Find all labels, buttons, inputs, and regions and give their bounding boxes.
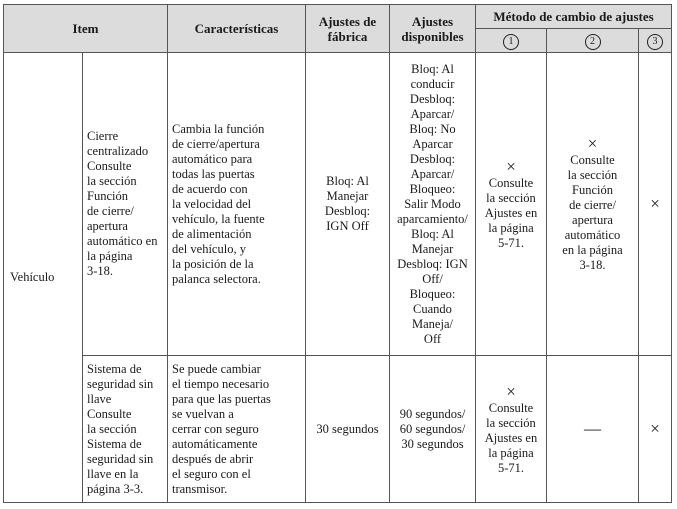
cross-icon: × <box>650 194 660 213</box>
text-line: Cierre <box>87 129 119 143</box>
text-line: aparcamiento/ <box>397 211 468 226</box>
cross-icon: × <box>506 381 516 401</box>
circled-number-3: 3 <box>647 34 663 50</box>
text-line: Bloq: No <box>409 121 456 136</box>
text-line: de acuerdo con <box>172 181 248 196</box>
text-line: automático <box>564 228 621 242</box>
fabrica-cell <box>306 356 390 503</box>
header-ajustes-fabrica: Ajustes de fábrica <box>306 5 390 53</box>
caracteristicas-cell <box>168 53 306 356</box>
circled-number-1: 1 <box>503 34 519 50</box>
text-line: automático en la página <box>87 234 158 263</box>
text-line: el tiempo necesario <box>172 376 270 391</box>
text-line: Salir Modo <box>404 196 461 211</box>
text-line: 30 segundos <box>401 436 464 451</box>
text-line: la sección <box>486 190 536 205</box>
text-line: 3-18. <box>579 258 606 272</box>
text-line: Desbloq: <box>324 204 371 218</box>
text-line: se vuelvan a <box>172 406 234 421</box>
table-row <box>4 356 672 503</box>
text-line: la página <box>488 220 534 235</box>
disponibles-cell <box>390 53 476 356</box>
text-line: Off/ <box>422 271 443 286</box>
text-line: 30 segundos <box>316 421 379 436</box>
text-line: Bloq: Al <box>326 174 369 188</box>
text-line: apertura <box>87 219 128 233</box>
text-line: palanca selectora. <box>172 271 261 286</box>
text-line: Bloqueo: <box>409 286 456 301</box>
text-line: Consulte <box>488 400 534 415</box>
text-line: Aparcar/ <box>410 106 455 121</box>
header-method-2 <box>547 29 639 53</box>
item-cell <box>83 356 168 503</box>
caracteristicas-cell <box>168 356 306 503</box>
text-line: apertura <box>572 213 613 227</box>
text-line: de cierre/ <box>87 204 134 218</box>
text-line: Manejar <box>411 241 454 256</box>
text-line: Ajustes en <box>484 430 538 445</box>
text-line: Sistema de <box>87 436 142 451</box>
text-line: Consulte <box>570 153 615 167</box>
method-3-cell <box>639 356 672 503</box>
text-line: Función <box>87 189 128 203</box>
text-line: Consulte <box>488 175 534 190</box>
text-line: página 3-3. <box>87 481 144 496</box>
text-line: en la página <box>562 243 623 257</box>
text-line: automático para <box>172 151 253 166</box>
text-line: transmisor. <box>172 481 228 496</box>
dash-icon: — <box>584 419 601 438</box>
text-line: la sección <box>87 421 137 436</box>
text-line: Consulte <box>87 159 132 173</box>
text-line: conducir <box>410 76 455 91</box>
text-line: Desbloq: <box>409 151 456 166</box>
text-line: el seguro con el <box>172 466 251 481</box>
text-line: Función <box>572 183 613 197</box>
text-line: 5-71. <box>497 460 525 475</box>
text-line: 90 segundos/ <box>399 406 466 421</box>
text-line: 60 segundos/ <box>399 421 466 436</box>
text-line: centralizado <box>87 144 149 158</box>
method-2-cell <box>547 356 639 503</box>
text-line: Cambia la función <box>172 121 265 136</box>
text-line: Bloq: Al <box>411 61 454 76</box>
text-line: la velocidad del <box>172 196 252 211</box>
text-line: automáticamente <box>172 436 258 451</box>
text-line: Desbloq: <box>409 91 456 106</box>
text-line: Cuando <box>413 301 452 316</box>
cross-icon: × <box>506 156 516 176</box>
text-line: después de abrir <box>172 451 254 466</box>
header-caracteristicas: Características <box>168 5 306 53</box>
text-line: del vehículo, y <box>172 241 246 256</box>
text-line: la posición de la <box>172 256 254 271</box>
text-line: Bloqueo: <box>409 181 456 196</box>
header-ajustes-disponibles: Ajustes disponibles <box>390 5 476 53</box>
method-1-cell <box>476 53 547 356</box>
text-line: Ajustes en <box>484 205 538 220</box>
text-line: Se puede cambiar <box>172 361 261 376</box>
text-line: llave en la <box>87 466 139 481</box>
cross-icon: × <box>587 134 598 153</box>
circled-number-2: 2 <box>585 34 601 50</box>
text-line: todas las puertas <box>172 166 255 181</box>
text-line: seguridad sin <box>87 451 154 466</box>
text-line: 3-18. <box>87 264 114 278</box>
method-3-cell <box>639 53 672 356</box>
text-line: la sección <box>87 174 137 188</box>
text-line: llave <box>87 391 112 406</box>
category-vehiculo: Vehículo <box>4 53 83 503</box>
text-line: de alimentación <box>172 226 252 241</box>
text-line: la página <box>488 445 534 460</box>
header-method-3 <box>639 29 672 53</box>
text-line: la sección <box>486 415 536 430</box>
text-line: de cierre/apertura <box>172 136 260 151</box>
text-line: Sistema de <box>87 361 142 376</box>
text-line: 5-71. <box>497 235 525 250</box>
method-2-cell <box>547 53 639 356</box>
text-line: Bloq: Al <box>411 226 454 241</box>
item-cell <box>83 53 168 356</box>
text-line: vehículo, la fuente <box>172 211 265 226</box>
text-line: Manejar <box>326 189 369 203</box>
header-method-1 <box>476 29 547 53</box>
text-line: seguridad sin <box>87 376 154 391</box>
table-row <box>4 53 672 356</box>
method-1-cell <box>476 356 547 503</box>
text-line: Consulte <box>87 406 132 421</box>
cross-icon: × <box>650 419 660 438</box>
text-line: Aparcar/ <box>410 166 455 181</box>
text-line: Aparcar <box>412 136 453 151</box>
text-line: de cierre/ <box>569 198 616 212</box>
text-line: para que las puertas <box>172 391 271 406</box>
text-line: cerrar con seguro <box>172 421 259 436</box>
text-line: Desbloq: IGN <box>397 256 468 271</box>
settings-table <box>3 4 672 503</box>
text-line: IGN Off <box>326 219 369 233</box>
header-item: Item <box>4 5 168 53</box>
text-line: Maneja/ <box>412 316 453 331</box>
fabrica-cell <box>306 53 390 356</box>
text-line: la sección <box>567 168 618 182</box>
header-metodo: Método de cambio de ajustes <box>476 5 672 29</box>
disponibles-cell <box>390 356 476 503</box>
text-line: Off <box>423 331 442 346</box>
